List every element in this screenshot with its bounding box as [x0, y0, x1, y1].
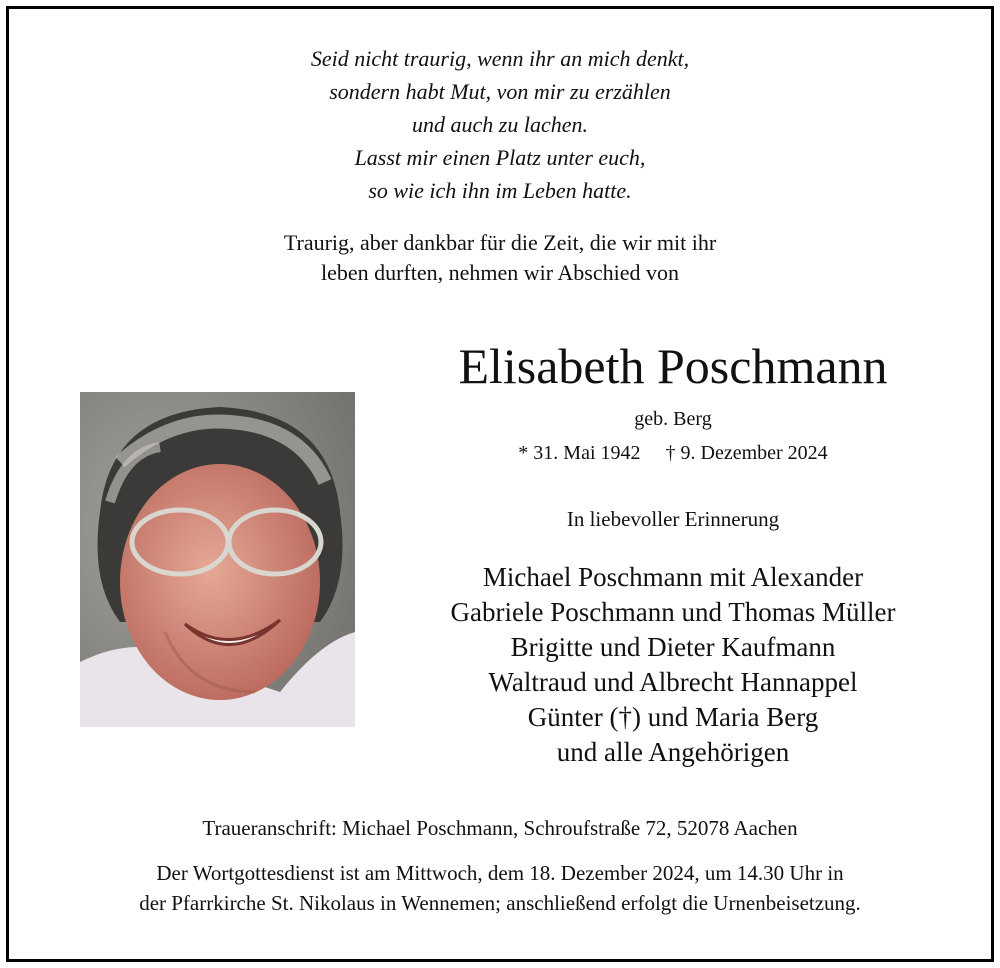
- mourner-line: Brigitte und Dieter Kaufmann: [510, 632, 836, 662]
- mourner-line: Günter (†) und Maria Berg: [527, 702, 819, 732]
- mourner-line: Gabriele Poschmann und Thomas Müller: [450, 597, 896, 627]
- poem-line: und auch zu lachen.: [412, 112, 588, 137]
- portrait-photo: [80, 392, 355, 727]
- mourners-list: [415, 560, 931, 770]
- life-dates: [430, 440, 916, 466]
- mourner-line: Waltraud und Albrecht Hannappel: [488, 667, 858, 697]
- birth-date: * 31. Mai 1942: [518, 442, 641, 464]
- poem-line: sondern habt Mut, von mir zu erzählen: [329, 79, 671, 104]
- intro-text: [0, 228, 1000, 288]
- intro-line: leben durften, nehmen wir Abschied von: [320, 260, 679, 285]
- portrait-illustration: [80, 392, 355, 727]
- memory-line: In liebevoller Erinnerung: [566, 507, 780, 531]
- poem-line: Lasst mir einen Platz unter euch,: [354, 145, 646, 170]
- death-date: † 9. Dezember 2024: [665, 442, 828, 464]
- service-line: der Pfarrkirche St. Nikolaus in Wennemen; anschließend erfolgt die Urnenbeisetzung.: [139, 891, 861, 915]
- mourner-line: und alle Angehörigen: [556, 737, 790, 767]
- poem-line: so wie ich ihn im Leben hatte.: [368, 178, 632, 203]
- poem-line: Seid nicht traurig, wenn ihr an mich denkt,: [310, 46, 690, 71]
- maiden-name: geb. Berg: [634, 408, 712, 430]
- intro-line: Traurig, aber dankbar für die Zeit, die wir mit ihr: [283, 230, 717, 255]
- mourning-address: Traueranschrift: Michael Poschmann, Schroufstraße 72, 52078 Aachen: [202, 816, 798, 840]
- service-line: Der Wortgottesdienst ist am Mittwoch, dem 18. Dezember 2024, um 14.30 Uhr in: [156, 861, 844, 885]
- deceased-name: Elisabeth Poschmann: [458, 338, 888, 394]
- service-info: [0, 858, 1000, 918]
- mourner-line: Michael Poschmann mit Alexander: [482, 562, 864, 592]
- poem: [0, 42, 1000, 207]
